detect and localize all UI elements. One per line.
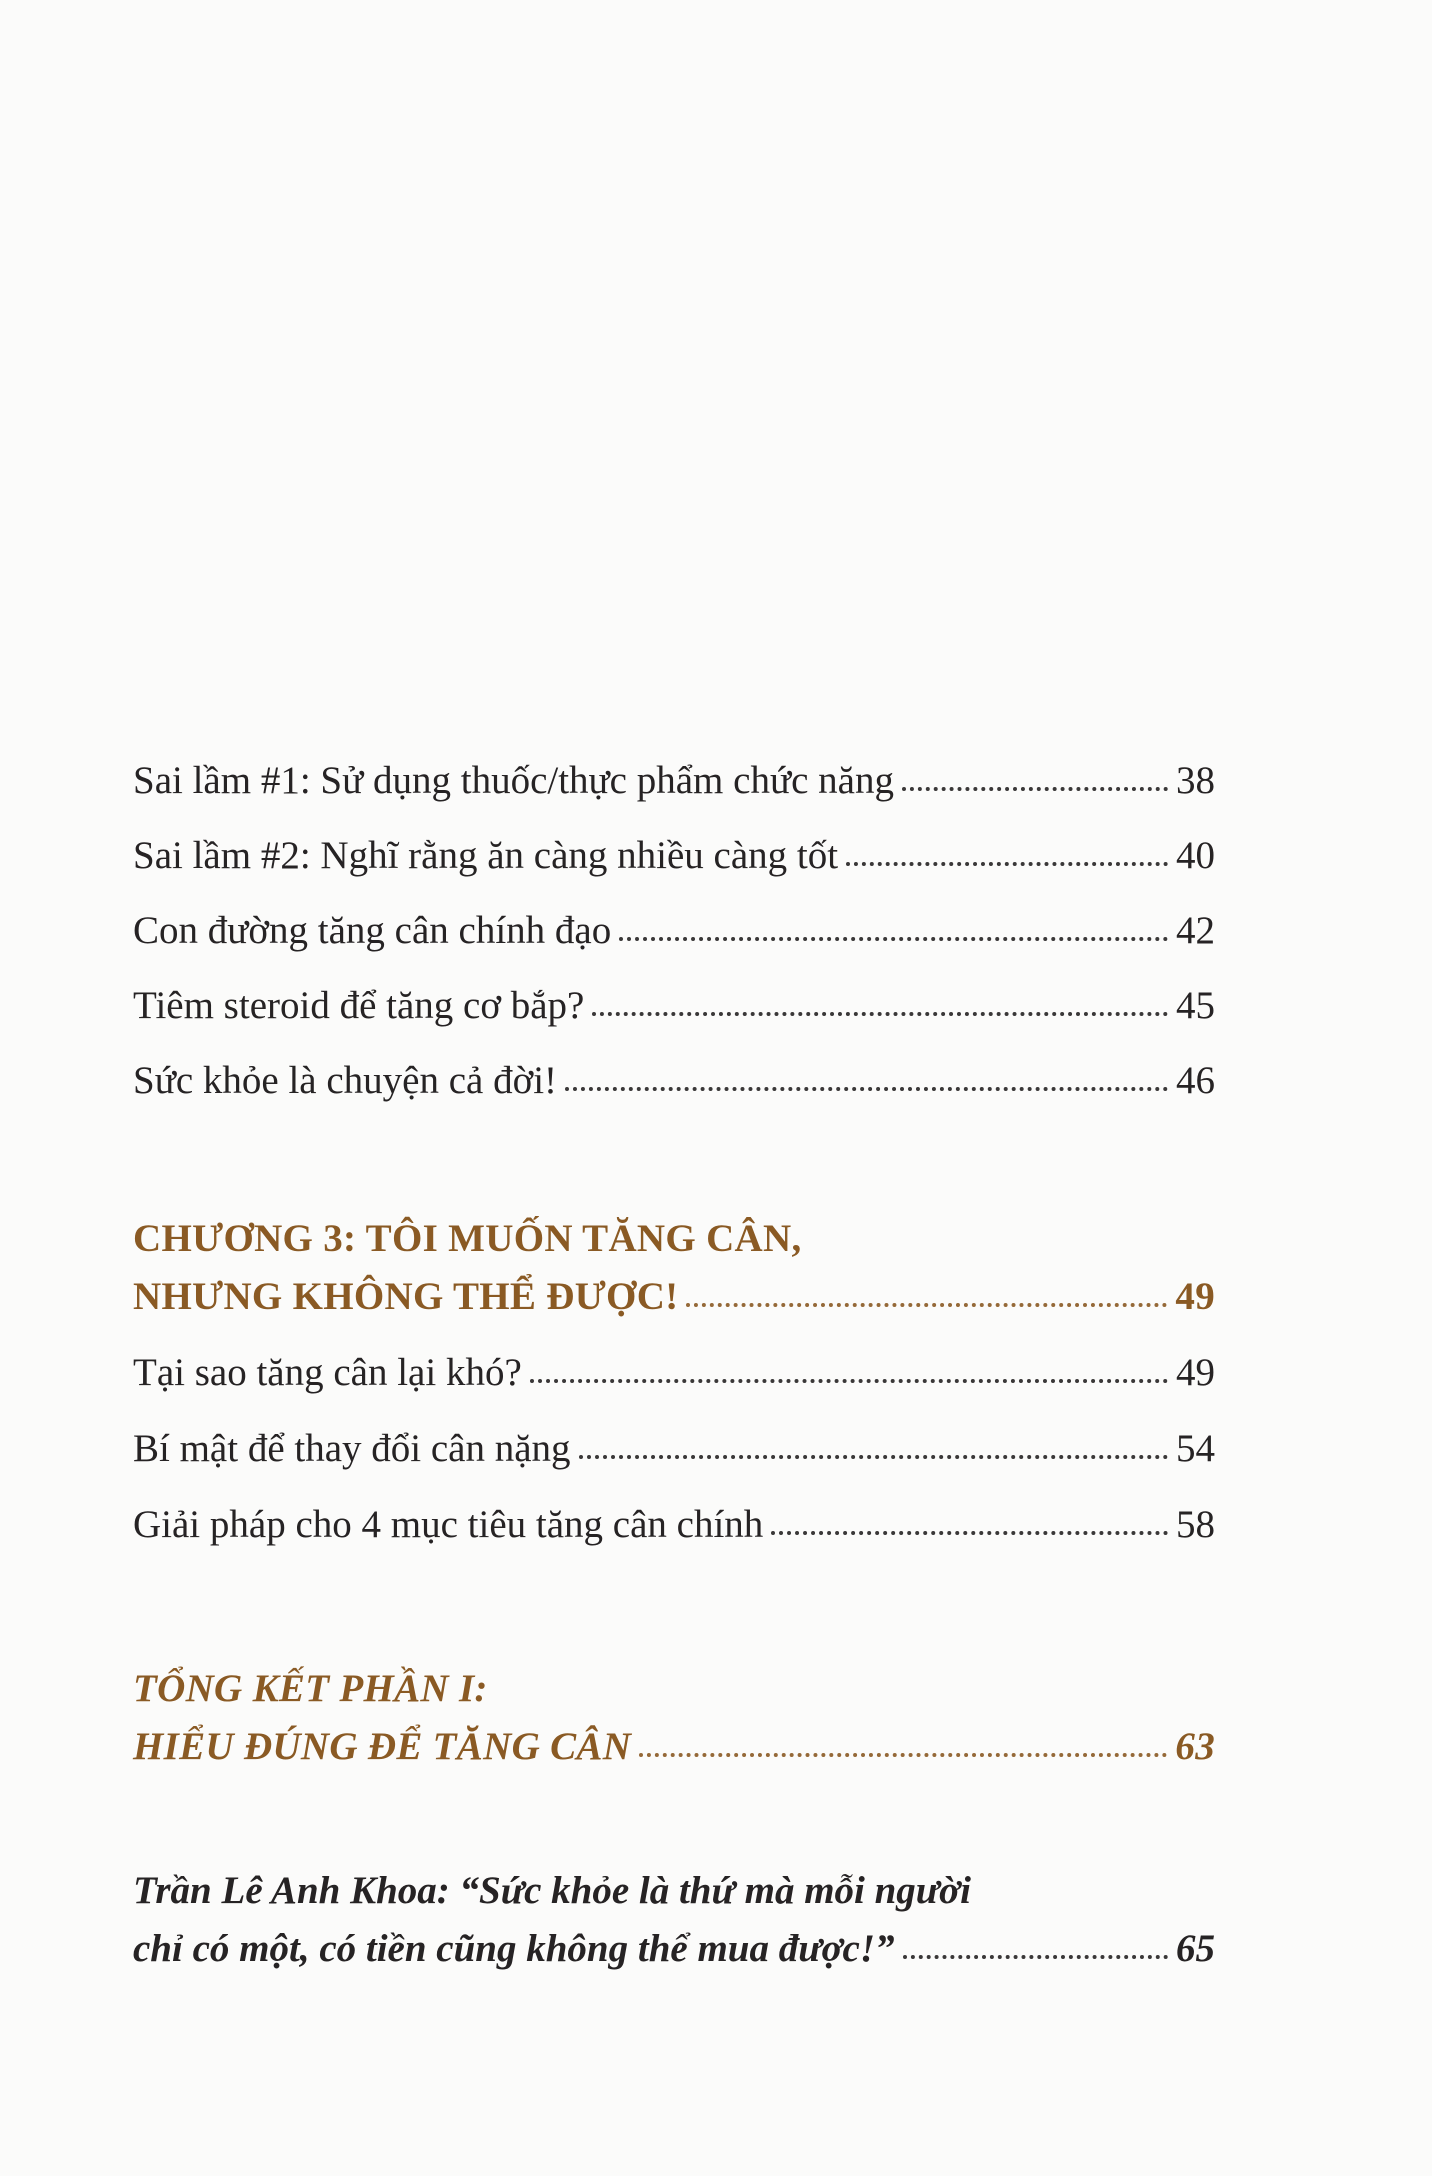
toc-entry-title: Tiêm steroid để tăng cơ bắp? (133, 984, 585, 1027)
dot-leader (639, 1753, 1167, 1757)
toc-entry[interactable] (133, 983, 1215, 1029)
interview-line2: chỉ có một, có tiền cũng không thể mua được!” (133, 1927, 895, 1970)
toc-entry-page: 42 (1176, 909, 1215, 952)
toc-entry[interactable] (133, 1058, 1215, 1104)
toc-entry[interactable] (133, 758, 1215, 804)
dot-leader (530, 1379, 1168, 1383)
toc-entry-page: 54 (1176, 1427, 1215, 1470)
dot-leader (846, 862, 1168, 866)
dot-leader (619, 937, 1168, 941)
part-summary-heading[interactable] (133, 1660, 1215, 1776)
chapter-heading-page: 49 (1175, 1275, 1215, 1318)
part-summary-line1: TỔNG KẾT PHẦN I: (133, 1667, 488, 1710)
dot-leader (771, 1531, 1168, 1535)
toc-entry[interactable] (133, 1502, 1215, 1548)
chapter-heading-line1: CHƯƠNG 3: TÔI MUỐN TĂNG CÂN, (133, 1217, 802, 1260)
toc-entry-page: 58 (1176, 1503, 1215, 1546)
toc-entry[interactable] (133, 1350, 1215, 1396)
toc-entry-title: Sai lầm #2: Nghĩ rằng ăn càng nhiều càng tốt (133, 834, 839, 877)
toc-entry-title: Sai lầm #1: Sử dụng thuốc/thực phẩm chức năng (133, 759, 894, 802)
toc-entry-title: Tại sao tăng cân lại khó? (133, 1351, 522, 1394)
chapter-heading[interactable] (133, 1210, 1215, 1326)
dot-leader (902, 787, 1168, 791)
dot-leader (903, 1955, 1168, 1959)
toc-entry-title: Con đường tăng cân chính đạo (133, 909, 612, 952)
part-summary-page: 63 (1175, 1725, 1215, 1768)
toc-entry-page: 45 (1176, 984, 1215, 1027)
toc-entry-page: 49 (1176, 1351, 1215, 1394)
toc-entry-page: 46 (1176, 1059, 1215, 1102)
toc-entry[interactable] (133, 833, 1215, 879)
interview-line1: Trần Lê Anh Khoa: “Sức khỏe là thứ mà mỗi người (133, 1869, 971, 1912)
toc-entry[interactable] (133, 908, 1215, 954)
toc-entry-page: 38 (1176, 759, 1215, 802)
dot-leader (579, 1455, 1168, 1459)
part-summary-line2: HIỂU ĐÚNG ĐỂ TĂNG CÂN (133, 1725, 632, 1768)
toc-entry[interactable] (133, 1426, 1215, 1472)
chapter-heading-line2: NHƯNG KHÔNG THỂ ĐƯỢC! (133, 1275, 679, 1318)
toc-entry-title: Giải pháp cho 4 mục tiêu tăng cân chính (133, 1503, 764, 1546)
dot-leader (686, 1303, 1167, 1307)
dot-leader (565, 1087, 1168, 1091)
toc-entry-title: Sức khỏe là chuyện cả đời! (133, 1059, 558, 1102)
dot-leader (592, 1012, 1168, 1016)
toc-entry-page: 40 (1176, 834, 1215, 877)
interview-entry[interactable] (133, 1862, 1215, 1978)
toc-entry-title: Bí mật để thay đổi cân nặng (133, 1427, 571, 1470)
interview-page: 65 (1176, 1927, 1215, 1970)
